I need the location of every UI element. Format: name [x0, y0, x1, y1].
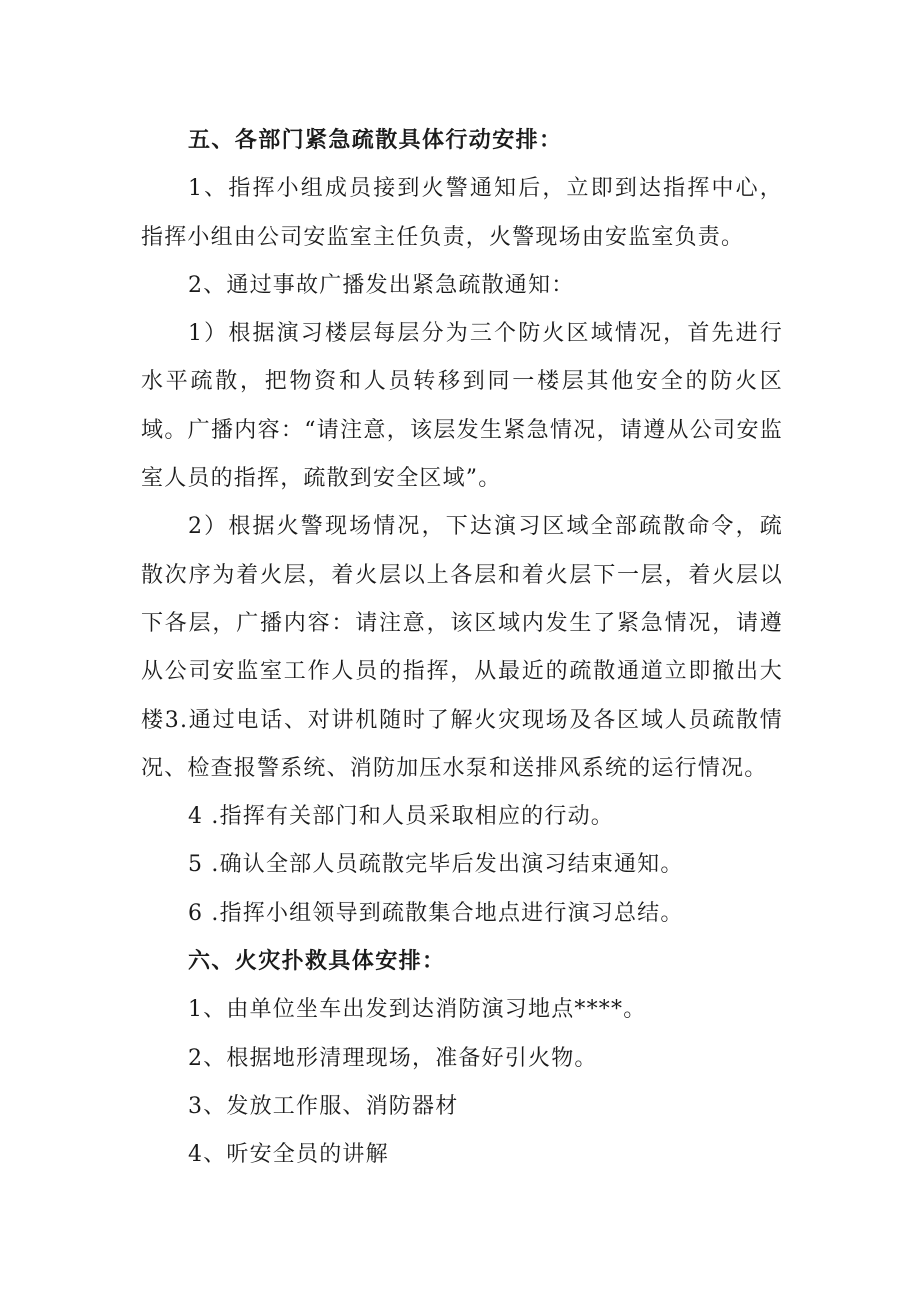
section6-paragraph-4: 4、听安全员的讲解: [188, 1142, 389, 1168]
section5-paragraph-3: 1）根据演习楼层每层分为三个防火区域情况，首先进行水平疏散，把物资和人员转移到同一楼层其他安全的防火区域。广播内容：“请注意，该层发生紧急情况，请遵从公司安监室人员的指挥，疏散到安全区域”。: [141, 321, 783, 492]
section5-paragraph-2: 2、通过事故广播发出紧急疏散通知：: [188, 272, 575, 298]
section5-paragraph-7: 6 .指挥小组领导到疏散集合地点进行演习总结。: [188, 900, 684, 926]
section6-paragraph-3: 3、发放工作服、消防器材: [188, 1093, 459, 1119]
section5-heading: 五、各部门紧急疏散具体行动安排：: [188, 128, 563, 153]
section5-paragraph-1: 1、指挥小组成员接到火警通知后，立即到达指挥中心，指挥小组由公司安监室主任负责，火警现场由安监室负责。: [141, 176, 783, 250]
section6-paragraph-2: 2、根据地形清理现场，准备好引火物。: [188, 1045, 598, 1071]
section6-paragraph-1: 1、由单位坐车出发到达消防演习地点****。: [188, 997, 647, 1023]
document-page: [141, 117, 783, 1180]
section5-paragraph-6: 5 .确认全部人员疏散完毕后发出演习结束通知。: [188, 852, 684, 878]
section5-paragraph-4: 2）根据火警现场情况，下达演习区域全部疏散命令，疏散次序为着火层，着火层以上各层和着火层下一层，着火层以下各层，广播内容：请注意，该区域内发生了紧急情况，请遵从公司安监室工作人员的指挥，从最近的疏散通道立即撤出大楼3.通过电话、对讲机随时了解火灾现场及各区域人员疏散情况、检查报警系统、消防加压水泵和送排风系统的运行情况。: [141, 514, 783, 781]
section6-heading: 六、火灾扑救具体安排：: [188, 949, 446, 975]
section5-paragraph-5: 4 .指挥有关部门和人员采取相应的行动。: [188, 804, 614, 830]
